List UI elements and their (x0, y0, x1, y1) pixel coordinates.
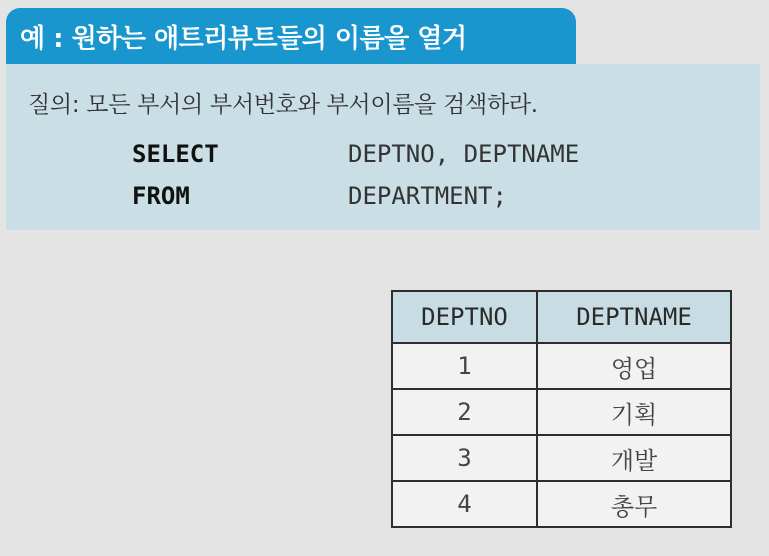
sql-from-table: DEPARTMENT; (348, 182, 507, 210)
sql-select-columns: DEPTNO, DEPTNAME (348, 140, 580, 168)
sql-select-keyword: SELECT (132, 140, 219, 168)
cell-deptname: 영업 (537, 343, 731, 389)
sql-from-line (132, 182, 507, 210)
question-text: 질의: 모든 부서의 부서번호와 부서이름을 검색하라. (28, 92, 538, 118)
table-header-row (392, 291, 731, 343)
table-row (392, 389, 731, 435)
cell-deptname: 총무 (537, 481, 731, 527)
example-title-text: 예 : 원하는 애트리뷰트들의 이름을 열거 (20, 23, 467, 54)
sql-from-keyword: FROM (132, 182, 190, 210)
result-table (391, 290, 732, 528)
cell-deptno: 1 (392, 343, 537, 389)
cell-deptname: 개발 (537, 435, 731, 481)
cell-deptno: 2 (392, 389, 537, 435)
cell-deptno: 4 (392, 481, 537, 527)
header-deptname: DEPTNAME (537, 291, 731, 343)
cell-deptno: 3 (392, 435, 537, 481)
table-row (392, 481, 731, 527)
cell-deptname: 기획 (537, 389, 731, 435)
example-title (6, 8, 576, 64)
header-deptno: DEPTNO (392, 291, 537, 343)
table-row (392, 435, 731, 481)
query-panel (6, 64, 760, 230)
table-row (392, 343, 731, 389)
sql-select-line (132, 140, 579, 168)
